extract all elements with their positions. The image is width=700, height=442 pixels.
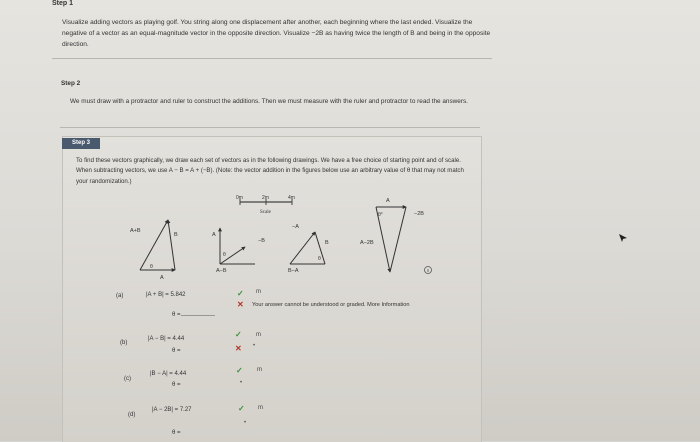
step2-text: We must draw with a protractor and ruler to construct the additions. Then we must measure with the ruler and protractor to read the answers. <box>70 98 468 105</box>
step1-text: Visualize adding vectors as playing golf. You string along one displacement after another, each beginning where the last ended. Visualize the negative of a vector as an equal-magnitude vector in the opposite direction. Visualize −2B as having twice the length of B and being in the opposite direction. <box>62 19 491 49</box>
dot-marker: • <box>253 343 256 349</box>
divider <box>52 58 492 59</box>
diagram-a-plus-b <box>130 220 178 281</box>
scale-tick-2: 2m <box>262 195 269 201</box>
label-theta: θ <box>150 264 153 270</box>
answer-value-b[interactable]: 4.44 <box>172 336 185 342</box>
theta-field-b[interactable] <box>172 348 181 354</box>
unit-d: m <box>258 405 263 411</box>
cross-icon: ✕ <box>237 300 244 309</box>
theta-input-a[interactable] <box>181 307 215 316</box>
expr-text: |B − A| = <box>150 371 173 377</box>
step3-text: To find these vectors graphically, we draw each set of vectors as in the following drawings. We have a free choice of starting point and of scale. When subtracting vectors, we use A − B = A + (−B). (Note: the vector addition in the figures below use an arbitrary value of θ that may not match your randomization.) <box>76 157 464 185</box>
dot-marker: • <box>240 380 243 386</box>
theta-field-a[interactable] <box>172 307 215 318</box>
feedback-message: Your answer cannot be understood or graded. More Information <box>252 302 410 308</box>
label-b: B <box>174 232 178 238</box>
label-theta-3: θ <box>318 256 321 262</box>
answer-label-a: (a) <box>116 293 124 299</box>
scale-label: Scale <box>260 210 271 215</box>
diagram-a-minus-b <box>212 228 265 274</box>
expr-text: |A − 2B| = <box>152 407 179 413</box>
check-icon: ✓ <box>235 330 242 339</box>
label-b-2: B <box>325 240 329 246</box>
step1-title: Step 1 <box>52 0 74 7</box>
expr-text: |A + B| = <box>146 292 169 298</box>
check-icon: ✓ <box>237 289 244 298</box>
answer-value-d[interactable]: 7.27 <box>179 407 192 413</box>
label-a-3: A <box>386 198 390 204</box>
label-theta-2: θ <box>223 252 226 258</box>
answer-expr-a <box>146 292 186 298</box>
label-a-2: A <box>212 232 216 238</box>
check-icon: ✓ <box>238 404 245 413</box>
unit-c: m <box>257 367 262 373</box>
theta-field-c[interactable] <box>172 382 181 388</box>
unit-b: m <box>256 332 261 338</box>
vector-diagrams <box>120 192 450 282</box>
diagram-a-minus-2b <box>360 198 424 272</box>
answer-label-c: (c) <box>124 376 131 382</box>
unit-a: m <box>256 289 261 295</box>
answer-value-a[interactable]: 5.842 <box>170 292 186 298</box>
cross-icon: ✕ <box>235 344 242 353</box>
answer-expr-b <box>148 336 184 342</box>
theta-label: θ = <box>172 348 181 354</box>
theta-label: θ = <box>172 430 181 436</box>
expr-text: |A − B| = <box>148 336 171 342</box>
label-neg-b: −B <box>258 238 265 244</box>
label-neg-a: −A <box>292 224 299 230</box>
label-b-minus-a: B−A <box>288 268 299 274</box>
answer-expr-c <box>150 371 186 377</box>
label-a-minus-b: A−B <box>216 268 227 274</box>
label-a-minus-2b: A−2B <box>360 240 374 246</box>
answer-value-c[interactable]: 4.44 <box>174 371 187 377</box>
theta-label: θ = <box>172 382 181 388</box>
answer-label-b: (b) <box>120 340 128 346</box>
scale-tick-0: 0m <box>236 195 243 201</box>
label-a-plus-b: A+B <box>130 228 141 234</box>
answer-label-d: (d) <box>128 412 136 418</box>
info-icon[interactable] <box>425 267 432 274</box>
label-neg-2b: −2B <box>414 211 424 217</box>
step2-title: Step 2 <box>61 80 81 87</box>
step3-title: Step 3 <box>62 138 100 149</box>
label-theta-deg: θ° <box>378 212 383 218</box>
dot-marker: • <box>244 420 247 426</box>
theta-field-d[interactable] <box>172 430 181 436</box>
label-a: A <box>160 275 164 281</box>
scale-bar <box>236 195 295 215</box>
divider <box>60 127 480 128</box>
theta-label: θ = <box>172 312 181 318</box>
check-icon: ✓ <box>236 366 243 375</box>
mouse-cursor-icon <box>618 233 628 243</box>
answer-expr-d <box>152 407 192 413</box>
scale-tick-4: 4m <box>288 195 295 201</box>
diagram-b-minus-a <box>288 224 329 274</box>
